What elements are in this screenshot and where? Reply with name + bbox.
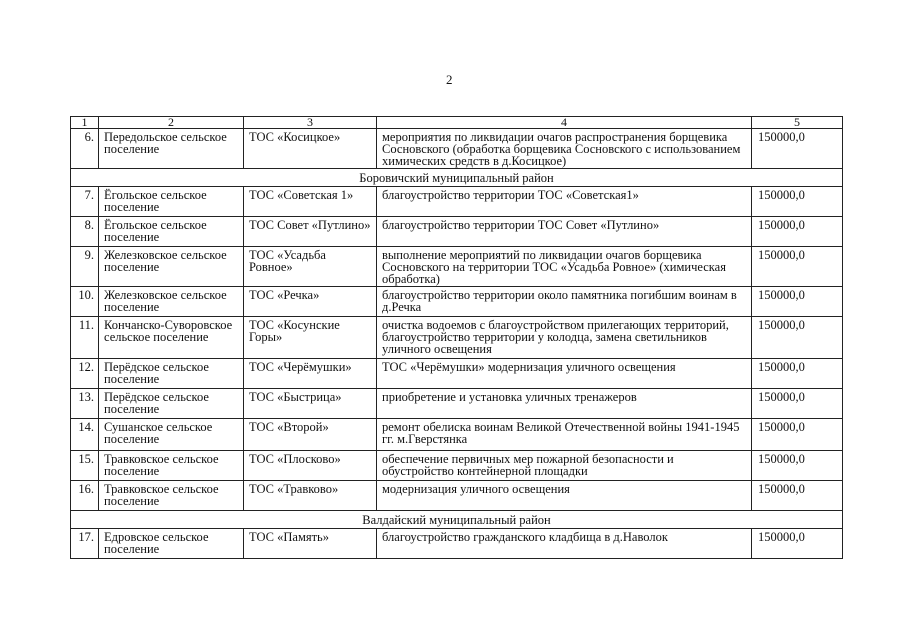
row-number: 13. bbox=[71, 389, 99, 419]
row-number: 6. bbox=[71, 129, 99, 169]
settlement-cell: Передольское сельское поселение bbox=[99, 129, 244, 169]
row-number: 9. bbox=[71, 247, 99, 287]
row-number: 15. bbox=[71, 451, 99, 481]
district-header-row bbox=[71, 511, 843, 529]
table-row bbox=[71, 187, 843, 217]
activity-cell: благоустройство территории ТОС Совет «Путлино» bbox=[377, 217, 752, 247]
row-number: 7. bbox=[71, 187, 99, 217]
district-name: Боровичский муниципальный район bbox=[71, 169, 843, 187]
settlement-cell: Ёгольское сельское поселение bbox=[99, 187, 244, 217]
row-number: 17. bbox=[71, 529, 99, 559]
tos-cell: ТОС «Быстрица» bbox=[244, 389, 377, 419]
activity-cell: ремонт обелиска воинам Великой Отечественной войны 1941-1945 гг. м.Гверстянка bbox=[377, 419, 752, 451]
page-number: 2 bbox=[446, 72, 453, 87]
activity-cell: обеспечение первичных мер пожарной безопасности и обустройство контейнерной площадки bbox=[377, 451, 752, 481]
amount-cell: 150000,0 bbox=[752, 247, 843, 287]
row-number: 16. bbox=[71, 481, 99, 511]
table-row bbox=[71, 529, 843, 559]
column-number-header: 3 bbox=[244, 117, 377, 129]
table-row bbox=[71, 389, 843, 419]
table-row bbox=[71, 129, 843, 169]
amount-cell: 150000,0 bbox=[752, 317, 843, 359]
settlement-cell: Железковское сельское поселение bbox=[99, 247, 244, 287]
table-body bbox=[71, 117, 843, 559]
table-row bbox=[71, 481, 843, 511]
row-number: 12. bbox=[71, 359, 99, 389]
district-name: Валдайский муниципальный район bbox=[71, 511, 843, 529]
amount-cell: 150000,0 bbox=[752, 529, 843, 559]
settlement-cell: Травковское сельское поселение bbox=[99, 481, 244, 511]
settlement-cell: Сушанское сельское поселение bbox=[99, 419, 244, 451]
amount-cell: 150000,0 bbox=[752, 389, 843, 419]
row-number: 14. bbox=[71, 419, 99, 451]
tos-cell: ТОС «Черёмушки» bbox=[244, 359, 377, 389]
tos-cell: ТОС «Усадьба Ровное» bbox=[244, 247, 377, 287]
settlement-cell: Кончанско-Суворовское сельское поселение bbox=[99, 317, 244, 359]
amount-cell: 150000,0 bbox=[752, 187, 843, 217]
table-row bbox=[71, 419, 843, 451]
settlement-cell: Железковское сельское поселение bbox=[99, 287, 244, 317]
amount-cell: 150000,0 bbox=[752, 451, 843, 481]
settlement-cell: Травковское сельское поселение bbox=[99, 451, 244, 481]
activity-cell: модернизация уличного освещения bbox=[377, 481, 752, 511]
row-number: 8. bbox=[71, 217, 99, 247]
amount-cell: 150000,0 bbox=[752, 359, 843, 389]
tos-cell: ТОС Совет «Путлино» bbox=[244, 217, 377, 247]
column-number-header: 1 bbox=[71, 117, 99, 129]
activity-cell: благоустройство территории ТОС «Советская1» bbox=[377, 187, 752, 217]
amount-cell: 150000,0 bbox=[752, 287, 843, 317]
table-row bbox=[71, 359, 843, 389]
column-number-header: 4 bbox=[377, 117, 752, 129]
table-row bbox=[71, 451, 843, 481]
activity-cell: выполнение мероприятий по ликвидации очагов борщевика Сосновского на территории ТОС «Усадьба Ровное» (химическая обработка) bbox=[377, 247, 752, 287]
settlement-cell: Ёгольское сельское поселение bbox=[99, 217, 244, 247]
tos-cell: ТОС «Советская 1» bbox=[244, 187, 377, 217]
column-number-row bbox=[71, 117, 843, 129]
activity-cell: очистка водоемов с благоустройством прилегающих территорий, благоустройство территории у колодца, замена светильников уличного освещения bbox=[377, 317, 752, 359]
tos-cell: ТОС «Плосково» bbox=[244, 451, 377, 481]
settlement-cell: Перёдское сельское поселение bbox=[99, 359, 244, 389]
activity-cell: мероприятия по ликвидации очагов распространения борщевика Сосновского (обработка борщевика Сосновского с использованием химических средств в д.Косицкое) bbox=[377, 129, 752, 169]
table-row bbox=[71, 217, 843, 247]
tos-cell: ТОС «Речка» bbox=[244, 287, 377, 317]
table-row bbox=[71, 287, 843, 317]
settlement-cell: Едровское сельское поселение bbox=[99, 529, 244, 559]
activity-cell: приобретение и установка уличных тренажеров bbox=[377, 389, 752, 419]
row-number: 10. bbox=[71, 287, 99, 317]
settlement-cell: Перёдское сельское поселение bbox=[99, 389, 244, 419]
tos-cell: ТОС «Память» bbox=[244, 529, 377, 559]
column-number-header: 5 bbox=[752, 117, 843, 129]
district-header-row bbox=[71, 169, 843, 187]
amount-cell: 150000,0 bbox=[752, 419, 843, 451]
tos-cell: ТОС «Травково» bbox=[244, 481, 377, 511]
activity-cell: благоустройство гражданского кладбища в д.Наволок bbox=[377, 529, 752, 559]
table-row bbox=[71, 317, 843, 359]
amount-cell: 150000,0 bbox=[752, 217, 843, 247]
amount-cell: 150000,0 bbox=[752, 481, 843, 511]
tos-cell: ТОС «Второй» bbox=[244, 419, 377, 451]
tos-cell: ТОС «Косицкое» bbox=[244, 129, 377, 169]
row-number: 11. bbox=[71, 317, 99, 359]
column-number-header: 2 bbox=[99, 117, 244, 129]
activity-cell: ТОС «Черёмушки» модернизация уличного освещения bbox=[377, 359, 752, 389]
table-row bbox=[71, 247, 843, 287]
activity-cell: благоустройство территории около памятника погибшим воинам в д.Речка bbox=[377, 287, 752, 317]
amount-cell: 150000,0 bbox=[752, 129, 843, 169]
tos-cell: ТОС «Косунские Горы» bbox=[244, 317, 377, 359]
funding-table bbox=[70, 116, 843, 559]
